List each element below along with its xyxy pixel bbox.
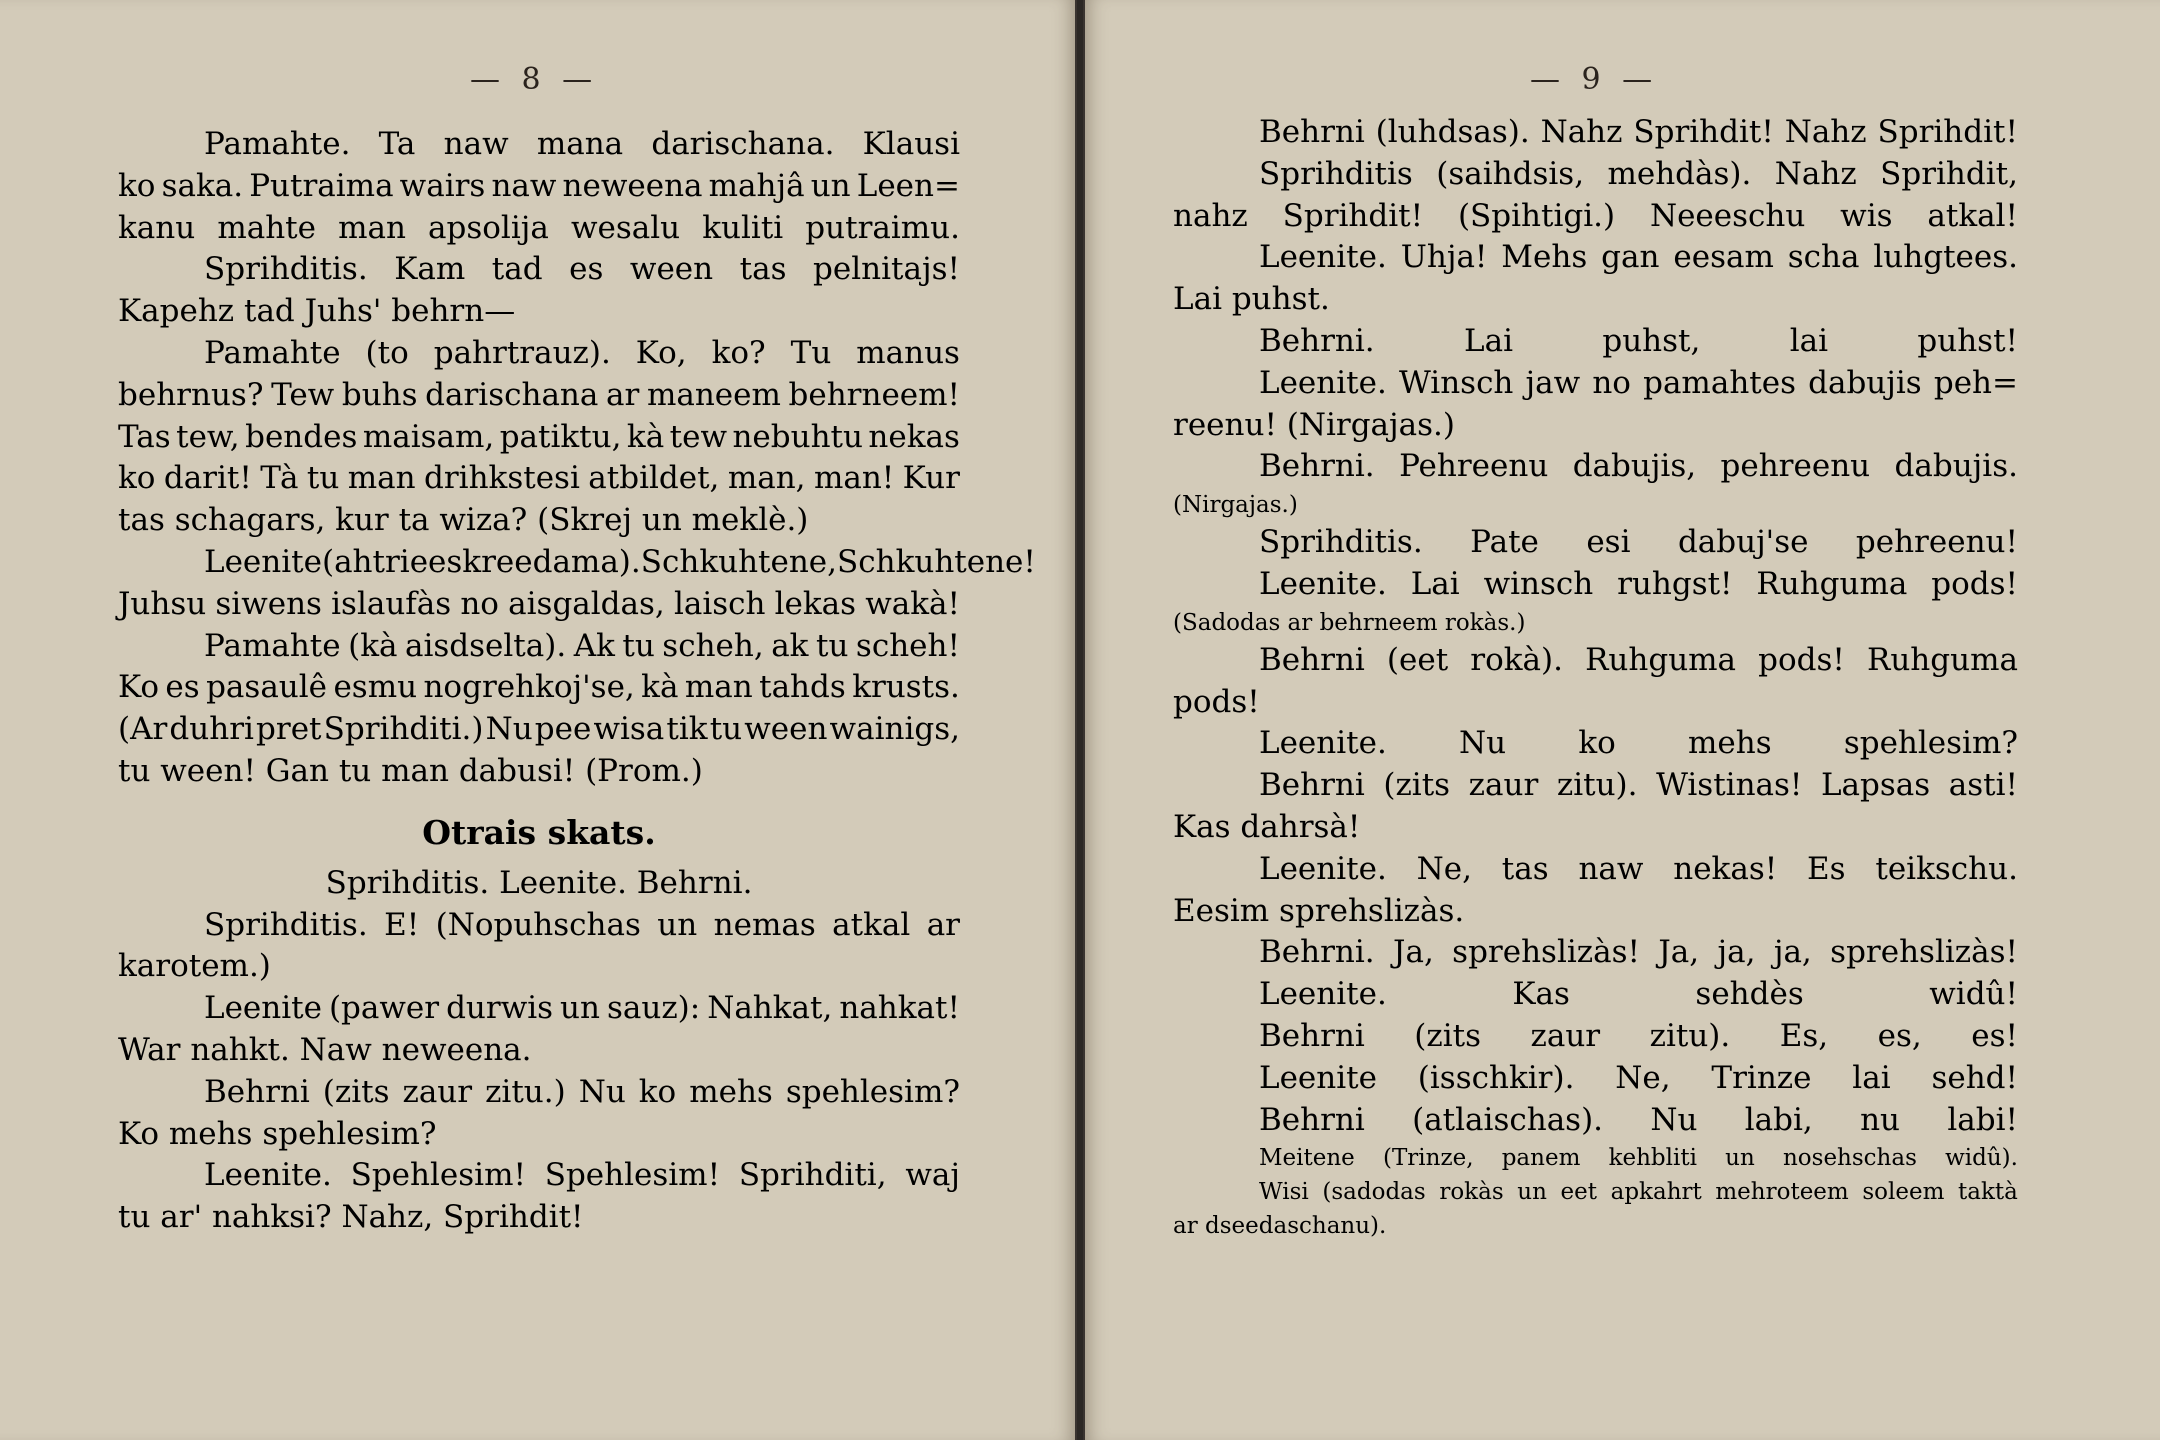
text-line: Pamahte (to pahrtrauz). Ko, ko? Tu manus [204, 334, 960, 371]
text-line: (Ar duhri pret Sprihditi.) Nu pee wisa tik tu ween wainigs, [118, 711, 960, 748]
text-line: pods! [1173, 683, 1260, 720]
text-line: Kas dahrsà! [1173, 808, 1361, 845]
text-line: nahz Sprihdit! (Spihtigi.) Neeeschu wis atkal! [1173, 197, 2018, 234]
text-line: Eesim sprehslizàs. [1173, 892, 1465, 929]
text-line: reenu! (Nirgajas.) [1173, 406, 1455, 443]
text-line: Ko mehs spehlesim? [118, 1115, 437, 1152]
text-line: Tas tew, bendes maisam, patiktu, kà tew nebuhtu nekas [118, 418, 960, 455]
text-line: Behrni (atlaischas). Nu labi, nu labi! [1259, 1101, 2018, 1138]
text-line: Leenite. Winsch jaw no pamahtes dabujis peh= [1259, 364, 2018, 401]
text-line: Meitene (Trinze, panem kehbliti un nosehschas widû). [1259, 1145, 2018, 1172]
text-line: kanu mahte man apsolija wesalu kuliti putraimu. [118, 209, 960, 246]
text-line: Behrni. Lai puhst, lai puhst! [1259, 322, 2018, 359]
page-number-right: — 9 — [1530, 62, 1659, 97]
text-line: Behrni (zits zaur zitu). Wistinas! Lapsas asti! [1259, 767, 2018, 804]
text-line: Lai puhst. [1173, 281, 1330, 318]
text-line: Behrni (luhdsas). Nahz Sprihdit! Nahz Sprihdit! [1259, 114, 2018, 150]
text-line: Leenite. Uhja! Mehs gan eesam scha luhgtees. [1259, 239, 2018, 276]
text-line: (Sadodas ar behrneem rokàs.) [1173, 609, 1526, 636]
text-line: ko darit! Tà tu man drihkstesi atbildet, man, man! Kur [118, 460, 960, 497]
text-line: Leenite (isschkir). Ne, Trinze lai sehd! [1259, 1059, 2018, 1096]
text-line: Leenite. Kas sehdès widû! [1259, 976, 2018, 1013]
right-page-text [1173, 112, 2018, 1243]
text-line: Sprihditis. Leenite. Behrni. [325, 864, 753, 901]
text-line: Behrni. Pehreenu dabujis, pehreenu dabujis. [1259, 448, 2018, 485]
text-line: Pamahte. Ta naw mana darischana. Klausi [204, 126, 960, 162]
text-line: tu ween! Gan tu man dabusi! (Prom.) [118, 752, 703, 789]
text-line: Sprihditis. E! (Nopuhschas un nemas atkal ar [204, 906, 960, 943]
text-line: War nahkt. Naw neweena. [118, 1031, 532, 1068]
text-line: (Nirgajas.) [1173, 492, 1298, 519]
text-line: Kapehz tad Juhs' behrn— [118, 293, 516, 330]
text-line: tu ar' nahksi? Nahz, Sprihdit! [118, 1199, 584, 1236]
text-line: Pamahte (kà aisdselta). Ak tu scheh, ak tu scheh! [204, 627, 960, 664]
text-line: Sprihditis (saihdsis, mehdàs). Nahz Sprihdit, [1259, 155, 2018, 192]
text-line: Behrni (eet rokà). Ruhguma pods! Ruhguma [1259, 641, 2018, 678]
text-line: Leenite. Nu ko mehs spehlesim? [1259, 725, 2018, 762]
text-line: karotem.) [118, 948, 271, 985]
text-line: Leenite. Lai winsch ruhgst! Ruhguma pods! [1259, 565, 2018, 602]
text-line: Wisi (sadodas rokàs un eet apkahrt mehroteem soleem taktà [1259, 1179, 2018, 1206]
text-line: Sprihditis. Pate esi dabuj'se pehreenu! [1259, 524, 2018, 561]
text-line: Otrais skats. [422, 812, 656, 852]
text-line: tas schagars, kur ta wiza? (Skrej un meklè.) [118, 502, 809, 539]
text-line: Leenite. Ne, tas naw nekas! Es teikschu. [1259, 850, 2018, 887]
text-line: Leenite. Spehlesim! Spehlesim! Sprihditi, waj [204, 1157, 960, 1194]
text-line: Leenite (pawer durwis un sauz): Nahkat, nahkat! [204, 990, 960, 1027]
text-line: Behrni (zits zaur zitu.) Nu ko mehs spehlesim? [204, 1073, 960, 1110]
text-line: behrnus? Tew buhs darischana ar maneem behrneem! [118, 376, 960, 413]
text-line: Behrni. Ja, sprehslizàs! Ja, ja, ja, sprehslizàs! [1259, 934, 2018, 971]
text-line: ko saka. Putraima wairs naw neweena mahjâ un Leen= [118, 167, 960, 204]
text-line: Sprihditis. Kam tad es ween tas pelnitajs! [204, 251, 960, 288]
page-number-left: — 8 — [470, 62, 599, 97]
text-line: Leenite (ahtri eeskreedama). Schkuhtene, Schkuhtene! [204, 543, 1036, 580]
text-line: Juhsu siwens islaufàs no aisgaldas, laisch lekas wakà! [118, 585, 960, 622]
left-page-text [118, 124, 1036, 1239]
text-line: Ko es pasaulê esmu nogrehkoj'se, kà man tahds krusts. [118, 669, 960, 706]
text-line: ar dseedaschanu). [1173, 1213, 1387, 1240]
text-line: Behrni (zits zaur zitu). Es, es, es! [1259, 1017, 2018, 1054]
